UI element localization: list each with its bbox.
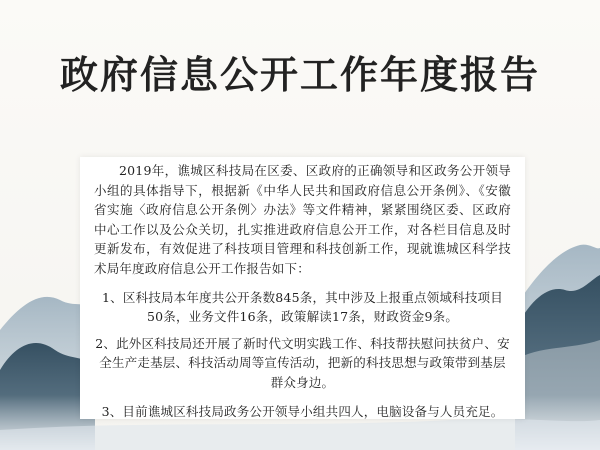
report-item-3: 3、目前谯城区科技局政务公开领导小组共四人，电脑设备与人员充足。 [101,403,504,419]
report-title: 政府信息公开工作年度报告 [59,52,540,97]
report-body-card [80,157,525,419]
report-item-1: 1、区科技局本年度共公开条数845条，其中涉及上报重点领域科技项目50条，业务文件16条，政策解读17条，财政资金9条。 [102,289,503,325]
report-item-2: 2、此外区科技局还开展了新时代文明实践工作、科技帮扶慰问扶贫户、安全生产走基层、科技活动周等宣传活动，把新的科技思想与政策带到基层群众身边。 [95,335,510,390]
intro-paragraph: 2019年，谯城区科技局在区委、区政府的正确领导和区政务公开领导小组的具体指导下，根据新《中华人民共和国政府信息公开条例》、《安徽省实施〈政府信息公开条例〉办法》等文件精神，紧紧围绕区委、区政府中心工作以及公众关切，扎实推进政府信息公开工作，对各栏目信息及时更新发布，有效促进了科技项目管理和科技创新工作，现就谯城区科学技术局年度政府信息公开工作报告如下： [94,163,511,276]
